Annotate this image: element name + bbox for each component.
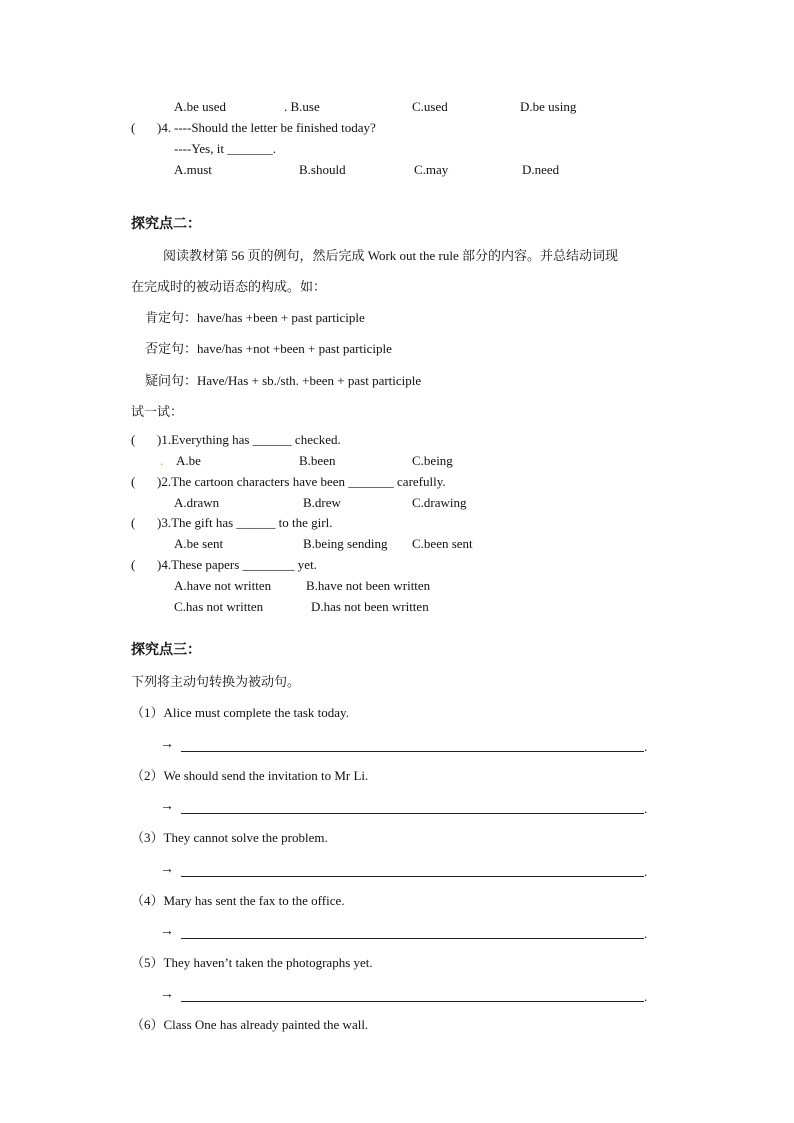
answer-period-3: . bbox=[644, 864, 648, 879]
answer-period-5: . bbox=[644, 989, 648, 1004]
try-q2-option-a: A.drawn bbox=[174, 495, 220, 510]
try-q1-paren: ( bbox=[131, 432, 136, 447]
try-q1-option-a: A.be bbox=[176, 453, 201, 468]
arrow-icon: → bbox=[160, 737, 174, 752]
try-q4-option-d: D.has not been written bbox=[311, 599, 429, 614]
answer-line-4[interactable] bbox=[181, 938, 644, 939]
answer-period-4: . bbox=[644, 926, 648, 941]
try-q4-paren: ( bbox=[131, 557, 136, 572]
try-it-label: 试一试： bbox=[131, 404, 184, 419]
q3-option-a: A.be used bbox=[174, 99, 226, 114]
transform-sentence-2: （2）We should send the invitation to Mr Li. bbox=[131, 768, 369, 783]
q4-question: ----Should the letter be finished today? bbox=[174, 120, 376, 135]
section2-intro-line1: 阅读教材第 56 页的例句，然后完成 Work out the rule 部分的内容。并总结动词现 bbox=[163, 248, 619, 263]
answer-line-2[interactable] bbox=[181, 813, 644, 814]
section3-instruction: 下列将主动句转换为被动句。 bbox=[131, 674, 301, 689]
section-heading-3: 探究点三： bbox=[131, 643, 201, 658]
arrow-icon: → bbox=[160, 924, 174, 939]
try-q3-option-a: A.be sent bbox=[174, 536, 224, 551]
try-q2-option-c: C.drawing bbox=[412, 495, 467, 510]
answer-line-3[interactable] bbox=[181, 876, 644, 877]
try-q4-option-c: C.has not written bbox=[174, 599, 264, 614]
arrow-icon: → bbox=[160, 987, 174, 1002]
try-q1-option-b: B.been bbox=[299, 453, 336, 468]
try-q4-option-b: B.have not been written bbox=[306, 578, 431, 593]
try-q1-option-c: C.being bbox=[412, 453, 453, 468]
try-q4-stem: )4.These papers ________ yet. bbox=[157, 557, 317, 572]
transform-sentence-6: （6）Class One has already painted the wall. bbox=[131, 1017, 369, 1032]
rule-affirmative: 肯定句：have/has +been + past participle bbox=[145, 310, 365, 325]
transform-sentence-3: （3）They cannot solve the problem. bbox=[131, 830, 328, 845]
try-q2-paren: ( bbox=[131, 474, 136, 489]
section2-intro-line2: 在完成时的被动语态的构成。如： bbox=[131, 279, 327, 294]
arrow-icon: → bbox=[160, 862, 174, 877]
try-q4-option-a: A.have not written bbox=[174, 578, 272, 593]
try-q3-stem: )3.The gift has ______ to the girl. bbox=[157, 515, 333, 530]
q4-option-a: A.must bbox=[174, 162, 212, 177]
answer-period-1: . bbox=[644, 739, 648, 754]
try-q3-option-b: B.being sending bbox=[303, 536, 388, 551]
rule-negative: 否定句：have/has +not +been + past participle bbox=[145, 341, 392, 356]
marker-dot: . bbox=[160, 453, 164, 468]
q3-option-c: C.used bbox=[412, 99, 448, 114]
rule-question: 疑问句：Have/Has + sb./sth. +been + past participle bbox=[145, 373, 422, 388]
try-q3-option-c: C.been sent bbox=[412, 536, 473, 551]
q4-option-b: B.should bbox=[299, 162, 346, 177]
q4-option-d: D.need bbox=[522, 162, 560, 177]
transform-sentence-4: （4）Mary has sent the fax to the office. bbox=[131, 893, 345, 908]
q3-option-b: . B.use bbox=[284, 99, 320, 114]
transform-sentence-1: （1）Alice must complete the task today. bbox=[131, 705, 349, 720]
transform-sentence-5: （5）They haven’t taken the photographs yet. bbox=[131, 955, 373, 970]
try-q3-paren: ( bbox=[131, 515, 136, 530]
answer-line-1[interactable] bbox=[181, 751, 644, 752]
answer-line-5[interactable] bbox=[181, 1001, 644, 1002]
try-q2-option-b: B.drew bbox=[303, 495, 341, 510]
q4-answer-paren-open: ( bbox=[131, 120, 136, 135]
q3-option-d: D.be using bbox=[520, 99, 577, 114]
q4-reply: ----Yes, it _______. bbox=[174, 141, 276, 156]
arrow-icon: → bbox=[160, 799, 174, 814]
try-q2-stem: )2.The cartoon characters have been _______ carefully. bbox=[157, 474, 446, 489]
answer-period-2: . bbox=[644, 801, 648, 816]
q4-option-c: C.may bbox=[414, 162, 449, 177]
q4-number: )4. bbox=[157, 120, 172, 135]
try-q1-stem: )1.Everything has ______ checked. bbox=[157, 432, 341, 447]
section-heading-2: 探究点二： bbox=[131, 217, 201, 232]
